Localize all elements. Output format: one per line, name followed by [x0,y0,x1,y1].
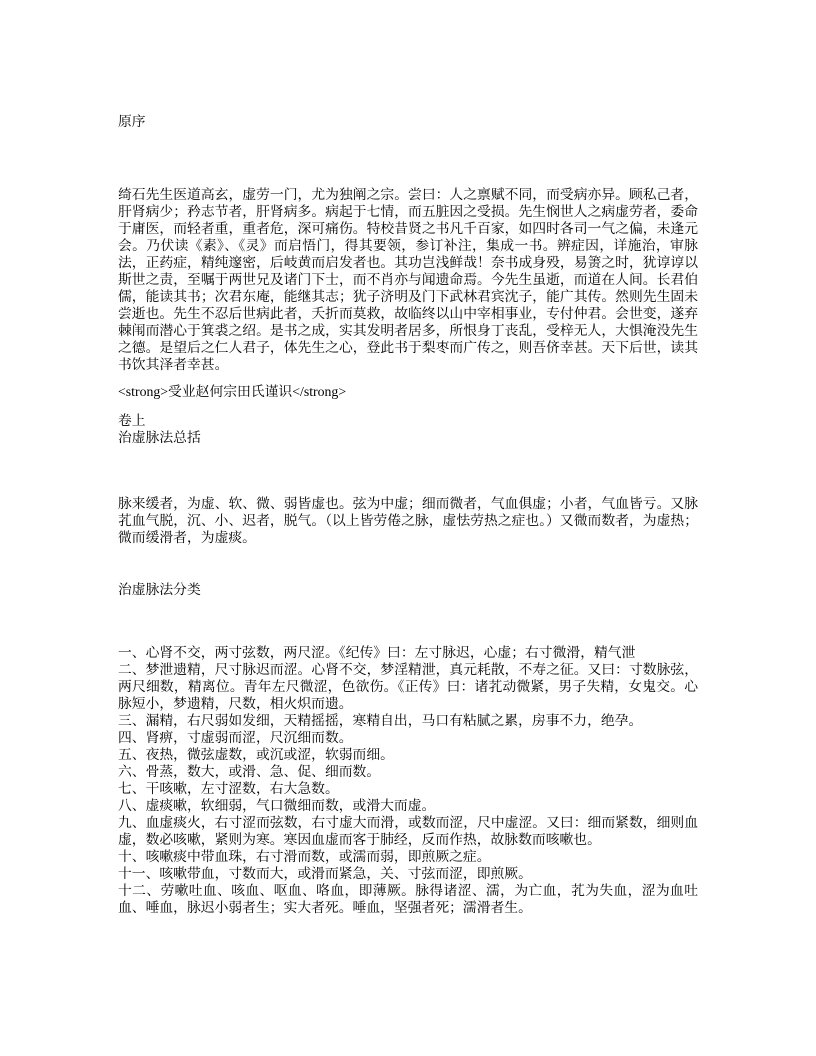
preface-heading: 原序 [118,114,146,129]
list-item: 十二、劳嗽吐血、咳血、呕血、咯血，即薄厥。脉得诸涩、濡，为亡血，芤为失血，涩为血吐血、唾血，脉迟小弱者生；实大者死。唾血，坚强者死；濡滑者生。 [118,883,698,915]
list-item: 九、血虚痰火，右寸涩而弦数，右寸虚大而滑，或数而涩，尺中虚涩。又曰：细而紧数，细则血虚，数必咳嗽，紧则为寒。寒因血虚而客于肺经，反而作热，故脉数而咳嗽也。 [118,815,698,847]
overview-section-heading: 治虚脉法总括 [118,430,201,445]
list-item: 六、骨蒸，数大，或滑、急、促、细而数。 [118,764,381,779]
list-item: 三、漏精，右尺弱如发细，天精摇摇，寒精自出，马口有粘腻之累，房事不力，绝孕。 [118,713,643,728]
list-item: 一、心肾不交，两寸弦数，两尺涩。《纪传》曰：左寸脉迟，心虚；右寸微滑，精气泄 [118,645,636,660]
volume-heading: 卷上 [118,413,146,428]
classification-list [118,644,698,916]
list-item: 十一、咳嗽带血，寸数而大，或滑而紧急，关、寸弦而涩，即煎厥。 [118,866,532,881]
list-item: 八、虚痰嗽，软细弱，气口微细而数，或滑大而虚。 [118,798,436,813]
classification-section-heading: 治虚脉法分类 [118,582,201,597]
list-item: 十、咳嗽痰中带血珠，右寸滑而数，或濡而弱，即煎厥之症。 [118,849,491,864]
preface-body-paragraph: 绮石先生医道高玄，虚劳一门，尤为独阐之宗。尝曰：人之禀赋不同，而受病亦异。顾私己者，肝肾病少；矜志节者，肝肾病多。病起于七情，而五脏因之受损。先生悯世人之病虚劳者，委命于庸医，而轻者重，重者危，深可痛伤。特校昔贤之书凡千百家，如四时各司一气之偏，未逢元会。乃伏读《素》、《灵》而启悟门，得其要领，参订补注，集成一书。辨症因，详施治，审脉法，正药症，精纯邃密，后岐黄而启发者也。其功岂浅鲜哉！奈书成身殁，易箦之时，犹谆谆以斯世之责，至嘱于两世兄及诸门下士，而不肖亦与闻遗命焉。今先生虽逝，而道在人间。长君伯儒，能读其书；次君东庵，能继其志；犹子济明及门下武林君宾沈子，能广其传。然则先生固未尝逝也。先生不忍后世病此者，夭折而莫救，故临终以山中宰相事业，专付仲君。会世变，遂弃棘闱而潜心于箕裘之绍。是书之成，实其发明者居多，所恨身丁丧乱，受梓无人，大惧淹没先生之德。是望后之仁人君子，体先生之心，登此书于梨枣而广传之，则吾侪幸甚。天下后世，读其书饮其泽者幸甚。 [118,187,698,372]
list-item: 五、夜热，微弦虚数，或沉或涩，软弱而细。 [118,747,394,762]
overview-body-paragraph: 脉来缓者，为虚、软、微、弱皆虚也。弦为中虚；细而微者，气血俱虚；小者，气血皆亏。又脉芤血气脱，沉、小、迟者，脱气。（以上皆劳倦之脉，虚怯劳热之症也。）又微而数者，为虚热；微而缓滑者，为虚痰。 [118,496,698,545]
list-item: 四、肾痹，寸虚弱而涩，尺沉细而数。 [118,730,353,745]
list-item: 二、梦泄遗精，尺寸脉迟而涩。心肾不交，梦淫精泄，真元耗散，不寿之征。又曰：寸数脉弦，两尺细数，精离位。青年左尺微涩，色欲伤。《正传》曰：诸芤动微紧，男子失精，女鬼交。心脉短小，梦遗精，尺数，相火炽而遗。 [118,662,698,711]
preface-signature: <strong>受业赵何宗田氏谨识</strong> [118,384,347,399]
list-item: 七、干咳嗽，左寸涩数，右大急数。 [118,781,339,796]
